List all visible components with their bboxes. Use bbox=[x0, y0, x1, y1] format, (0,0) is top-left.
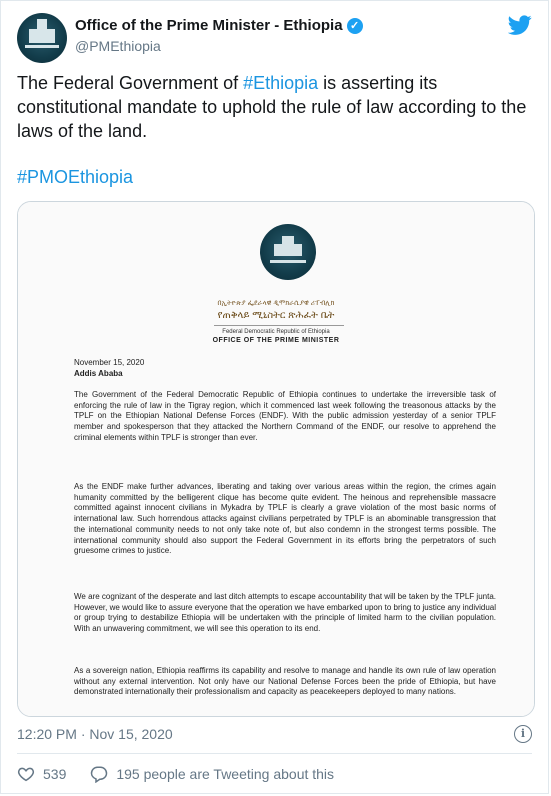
author-display-name-row[interactable] bbox=[75, 17, 363, 34]
doc-paragraph: As a sovereign nation, Ethiopia reaffirms its capability and resolve to manage and handle its own rule of law operation without any external intervention. Not only have our National Defense Forces been the pride of Ethiopia, but have demonstrated internationally their professionalism and capacity as peacekeepers deployed to many nations. bbox=[74, 666, 496, 697]
doc-divider bbox=[214, 325, 344, 326]
profile-avatar[interactable] bbox=[17, 13, 67, 63]
tweet-media-image[interactable] bbox=[17, 201, 535, 717]
tweet-header bbox=[17, 13, 532, 63]
doc-paragraph: As the ENDF make further advances, liberating and taking over various areas within the region, the crimes again humanity committed by the belligerent clique has become quite evident. The heinous and reprehensible massacre committed against innocent civilians in Mykadra by TPLF is clearly a grave violation of the most basic norms of international law. Such horrendous attacks against civilians perpetrated by TPLF is an abominable transgression that the international community needs to not only take note of, but also condemn in the strongest terms possible. The international community should also support the Federal Government in its efforts bring the perpetrators of such gruesome crimes to justice. bbox=[74, 482, 496, 556]
author-names bbox=[75, 17, 363, 54]
building-icon bbox=[29, 29, 55, 43]
tweeting-about-link[interactable] bbox=[90, 765, 334, 783]
press-release-document bbox=[18, 202, 534, 716]
doc-city: Addis Ababa bbox=[74, 369, 123, 378]
author-display-name[interactable]: Office of the Prime Minister - Ethiopia bbox=[75, 17, 343, 34]
doc-paragraph: The Government of the Federal Democratic Republic of Ethiopia continues to undertake the irreversible task of enforcing the rule of law in the Tigray region, which it commenced last week following the treasonous attacks by the TPLF on the Ethiopian National Defense Forces (ENDF). With the public admission yesterday of a senior TPLF member and spokesperson that they attacked the Northern Command of the ENDF, our resolve to apprehend the criminal elements within TPLF is stronger than ever. bbox=[74, 390, 496, 442]
seal-base-line bbox=[270, 260, 306, 263]
twitter-bird-icon[interactable] bbox=[508, 13, 532, 37]
doc-ethiopic-line-2: የጠቅላይ ሚኒስትር ጽሕፈት ቤት bbox=[217, 310, 335, 321]
hashtag-pmoethiopia-link[interactable]: #PMOEthiopia bbox=[17, 167, 134, 187]
divider bbox=[17, 753, 532, 754]
heart-icon bbox=[17, 765, 35, 783]
doc-date: November 15, 2020 bbox=[74, 358, 145, 367]
tweet-timestamp[interactable]: 12:20 PM · Nov 15, 2020 bbox=[17, 726, 173, 742]
doc-english-line-1: Federal Democratic Republic of Ethiopia bbox=[222, 329, 330, 335]
verified-badge-icon: ✓ bbox=[347, 18, 363, 34]
comment-icon bbox=[90, 765, 108, 783]
hashtag-ethiopia-link[interactable]: #Ethiopia bbox=[243, 73, 319, 93]
tweet-actions bbox=[17, 765, 358, 783]
tweeting-about-text: 195 people are Tweeting about this bbox=[116, 766, 335, 782]
tweet-text-part-1: The Federal Government of bbox=[17, 73, 244, 93]
seal-building bbox=[274, 244, 302, 256]
like-button[interactable] bbox=[17, 765, 66, 783]
doc-ethiopic-line-1: በኢትዮጵያ ፌደራላዊ ዲሞክራሲያዊ ሪፐብሊክ bbox=[217, 300, 335, 307]
tweet-text bbox=[17, 71, 537, 143]
pmo-seal-logo bbox=[260, 224, 316, 280]
avatar-base-line bbox=[25, 45, 59, 48]
tweet-text-part-2: is asserting its constitutional mandate to uphold the rule of law according to the laws of the land. bbox=[17, 73, 527, 141]
info-icon[interactable]: i bbox=[514, 725, 532, 743]
author-handle[interactable]: @PMEthiopia bbox=[75, 38, 161, 54]
doc-english-line-2: OFFICE OF THE PRIME MINISTER bbox=[212, 337, 340, 344]
doc-paragraph: We are cognizant of the desperate and last ditch attempts to escape accountability that will be taken by the TPLF junta. However, we would like to assure everyone that the operation we have embarked upon to bring to justice any individual or group trying to destabilize Ethiopia will be undertaken with the principle of limited harm to the civilian population. With an unwavering commitment, we will see this operation to its end. bbox=[74, 592, 496, 634]
like-count: 539 bbox=[43, 766, 67, 782]
seal-building-top bbox=[282, 236, 294, 244]
